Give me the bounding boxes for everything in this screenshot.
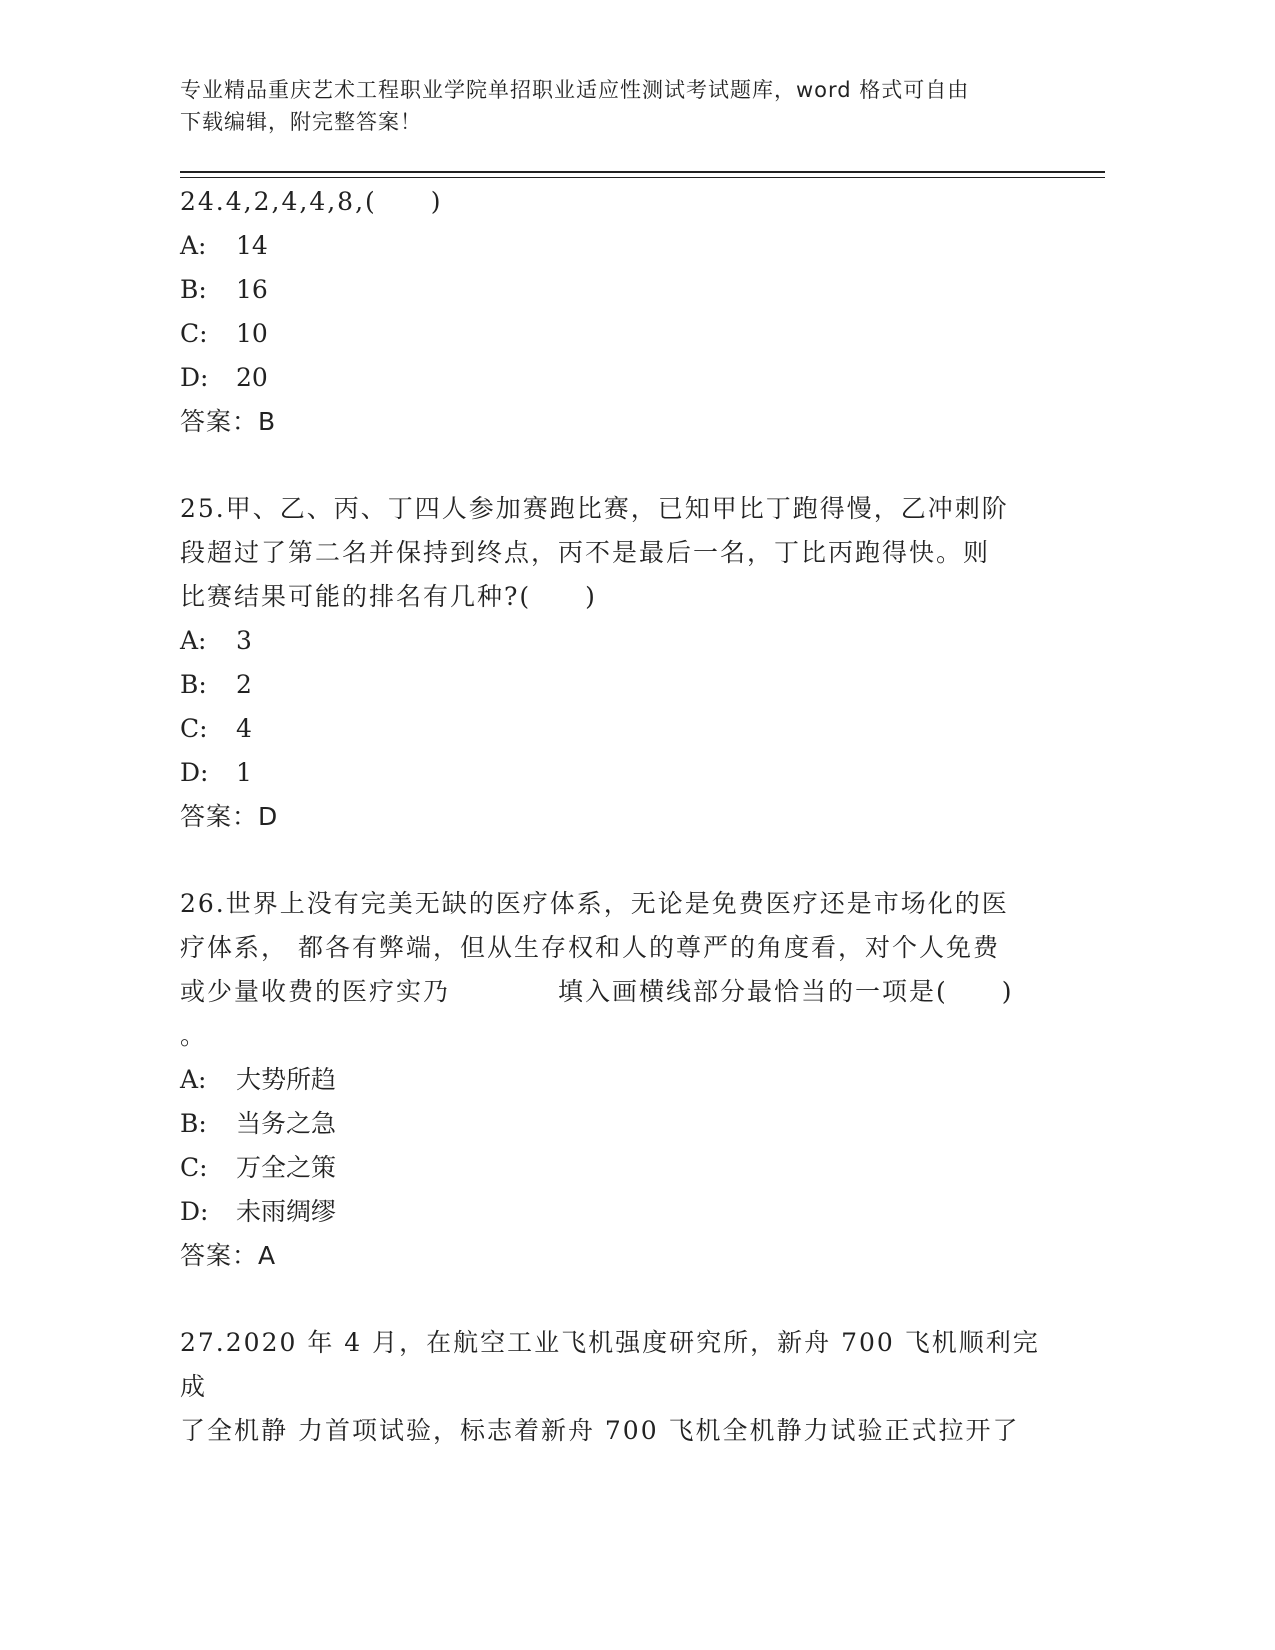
question-26 <box>180 882 1060 1278</box>
option-d <box>180 751 1060 795</box>
option-label: B: <box>180 275 207 304</box>
option-label: A: <box>180 231 207 260</box>
question-27 <box>180 1321 1060 1453</box>
question-text-line: 了全机静 力首项试验，标志着新舟 700 飞机全机静力试验正式拉开了 <box>180 1416 1020 1445</box>
option-label: A: <box>180 626 207 655</box>
option-value: 2 <box>236 670 252 699</box>
question-25 <box>180 487 1060 839</box>
option-a <box>180 619 1060 663</box>
question-text-line: 24.4,2,4,4,8,( ) <box>180 187 443 216</box>
option-value: 20 <box>236 363 268 392</box>
option-label: D: <box>180 1197 209 1226</box>
option-label: D: <box>180 363 209 392</box>
header-rule-thin <box>180 177 1105 178</box>
question-24 <box>180 180 1060 444</box>
answer-line: 答案：D <box>180 802 279 831</box>
question-text-line: 疗体系， 都各有弊端，但从生存权和人的尊严的角度看，对个人免费 <box>180 933 1000 962</box>
option-a <box>180 1058 1060 1102</box>
option-label: D: <box>180 758 209 787</box>
answer-line: 答案：B <box>180 407 277 436</box>
question-text-line: 25.甲、乙、丙、丁四人参加赛跑比赛，已知甲比丁跑得慢，乙冲刺阶 <box>180 494 1009 523</box>
option-value: 当务之急 <box>236 1109 337 1138</box>
option-d <box>180 1190 1060 1234</box>
option-label: C: <box>180 1153 208 1182</box>
option-d <box>180 356 1060 400</box>
option-value: 10 <box>236 319 268 348</box>
question-text-line: 26.世界上没有完美无缺的医疗体系，无论是免费医疗还是市场化的医 <box>180 889 1009 918</box>
option-label: B: <box>180 1109 207 1138</box>
header-line-2: 下载编辑，附完整答案！ <box>180 110 422 134</box>
option-value: 3 <box>236 626 252 655</box>
option-value: 大势所趋 <box>236 1065 337 1094</box>
option-a <box>180 224 1060 268</box>
answer-line: 答案：A <box>180 1241 277 1270</box>
option-label: C: <box>180 714 208 743</box>
questions-list <box>180 180 1060 1453</box>
option-value: 14 <box>236 231 268 260</box>
question-text-line: 段超过了第二名并保持到终点，丙不是最后一名，丁比丙跑得快。则 <box>180 538 991 567</box>
header-line-1: 专业精品重庆艺术工程职业学院单招职业适应性测试考试题库，word 格式可自由 <box>180 78 970 102</box>
question-text-line: 比赛结果可能的排名有几种?( ) <box>180 582 597 611</box>
question-text-line: 或少量收费的医疗实乃 填入画横线部分最恰当的一项是( ) <box>180 977 1014 1006</box>
option-label: C: <box>180 319 208 348</box>
option-value: 万全之策 <box>236 1153 337 1182</box>
option-value: 16 <box>236 275 268 304</box>
option-value: 1 <box>236 758 252 787</box>
option-b <box>180 1102 1060 1146</box>
question-text-line: 27.2020 年 4 月，在航空工业飞机强度研究所，新舟 700 飞机顺利完成 <box>180 1328 1040 1401</box>
option-c <box>180 312 1060 356</box>
option-label: B: <box>180 670 207 699</box>
option-c <box>180 1146 1060 1190</box>
option-value: 未雨绸缪 <box>236 1197 337 1226</box>
option-value: 4 <box>236 714 252 743</box>
option-b <box>180 268 1060 312</box>
option-b <box>180 663 1060 707</box>
option-c <box>180 707 1060 751</box>
header-rule-thick <box>180 171 1105 173</box>
option-label: A: <box>180 1065 207 1094</box>
document-header <box>180 74 1060 138</box>
question-text-line: 。 <box>180 1021 208 1050</box>
